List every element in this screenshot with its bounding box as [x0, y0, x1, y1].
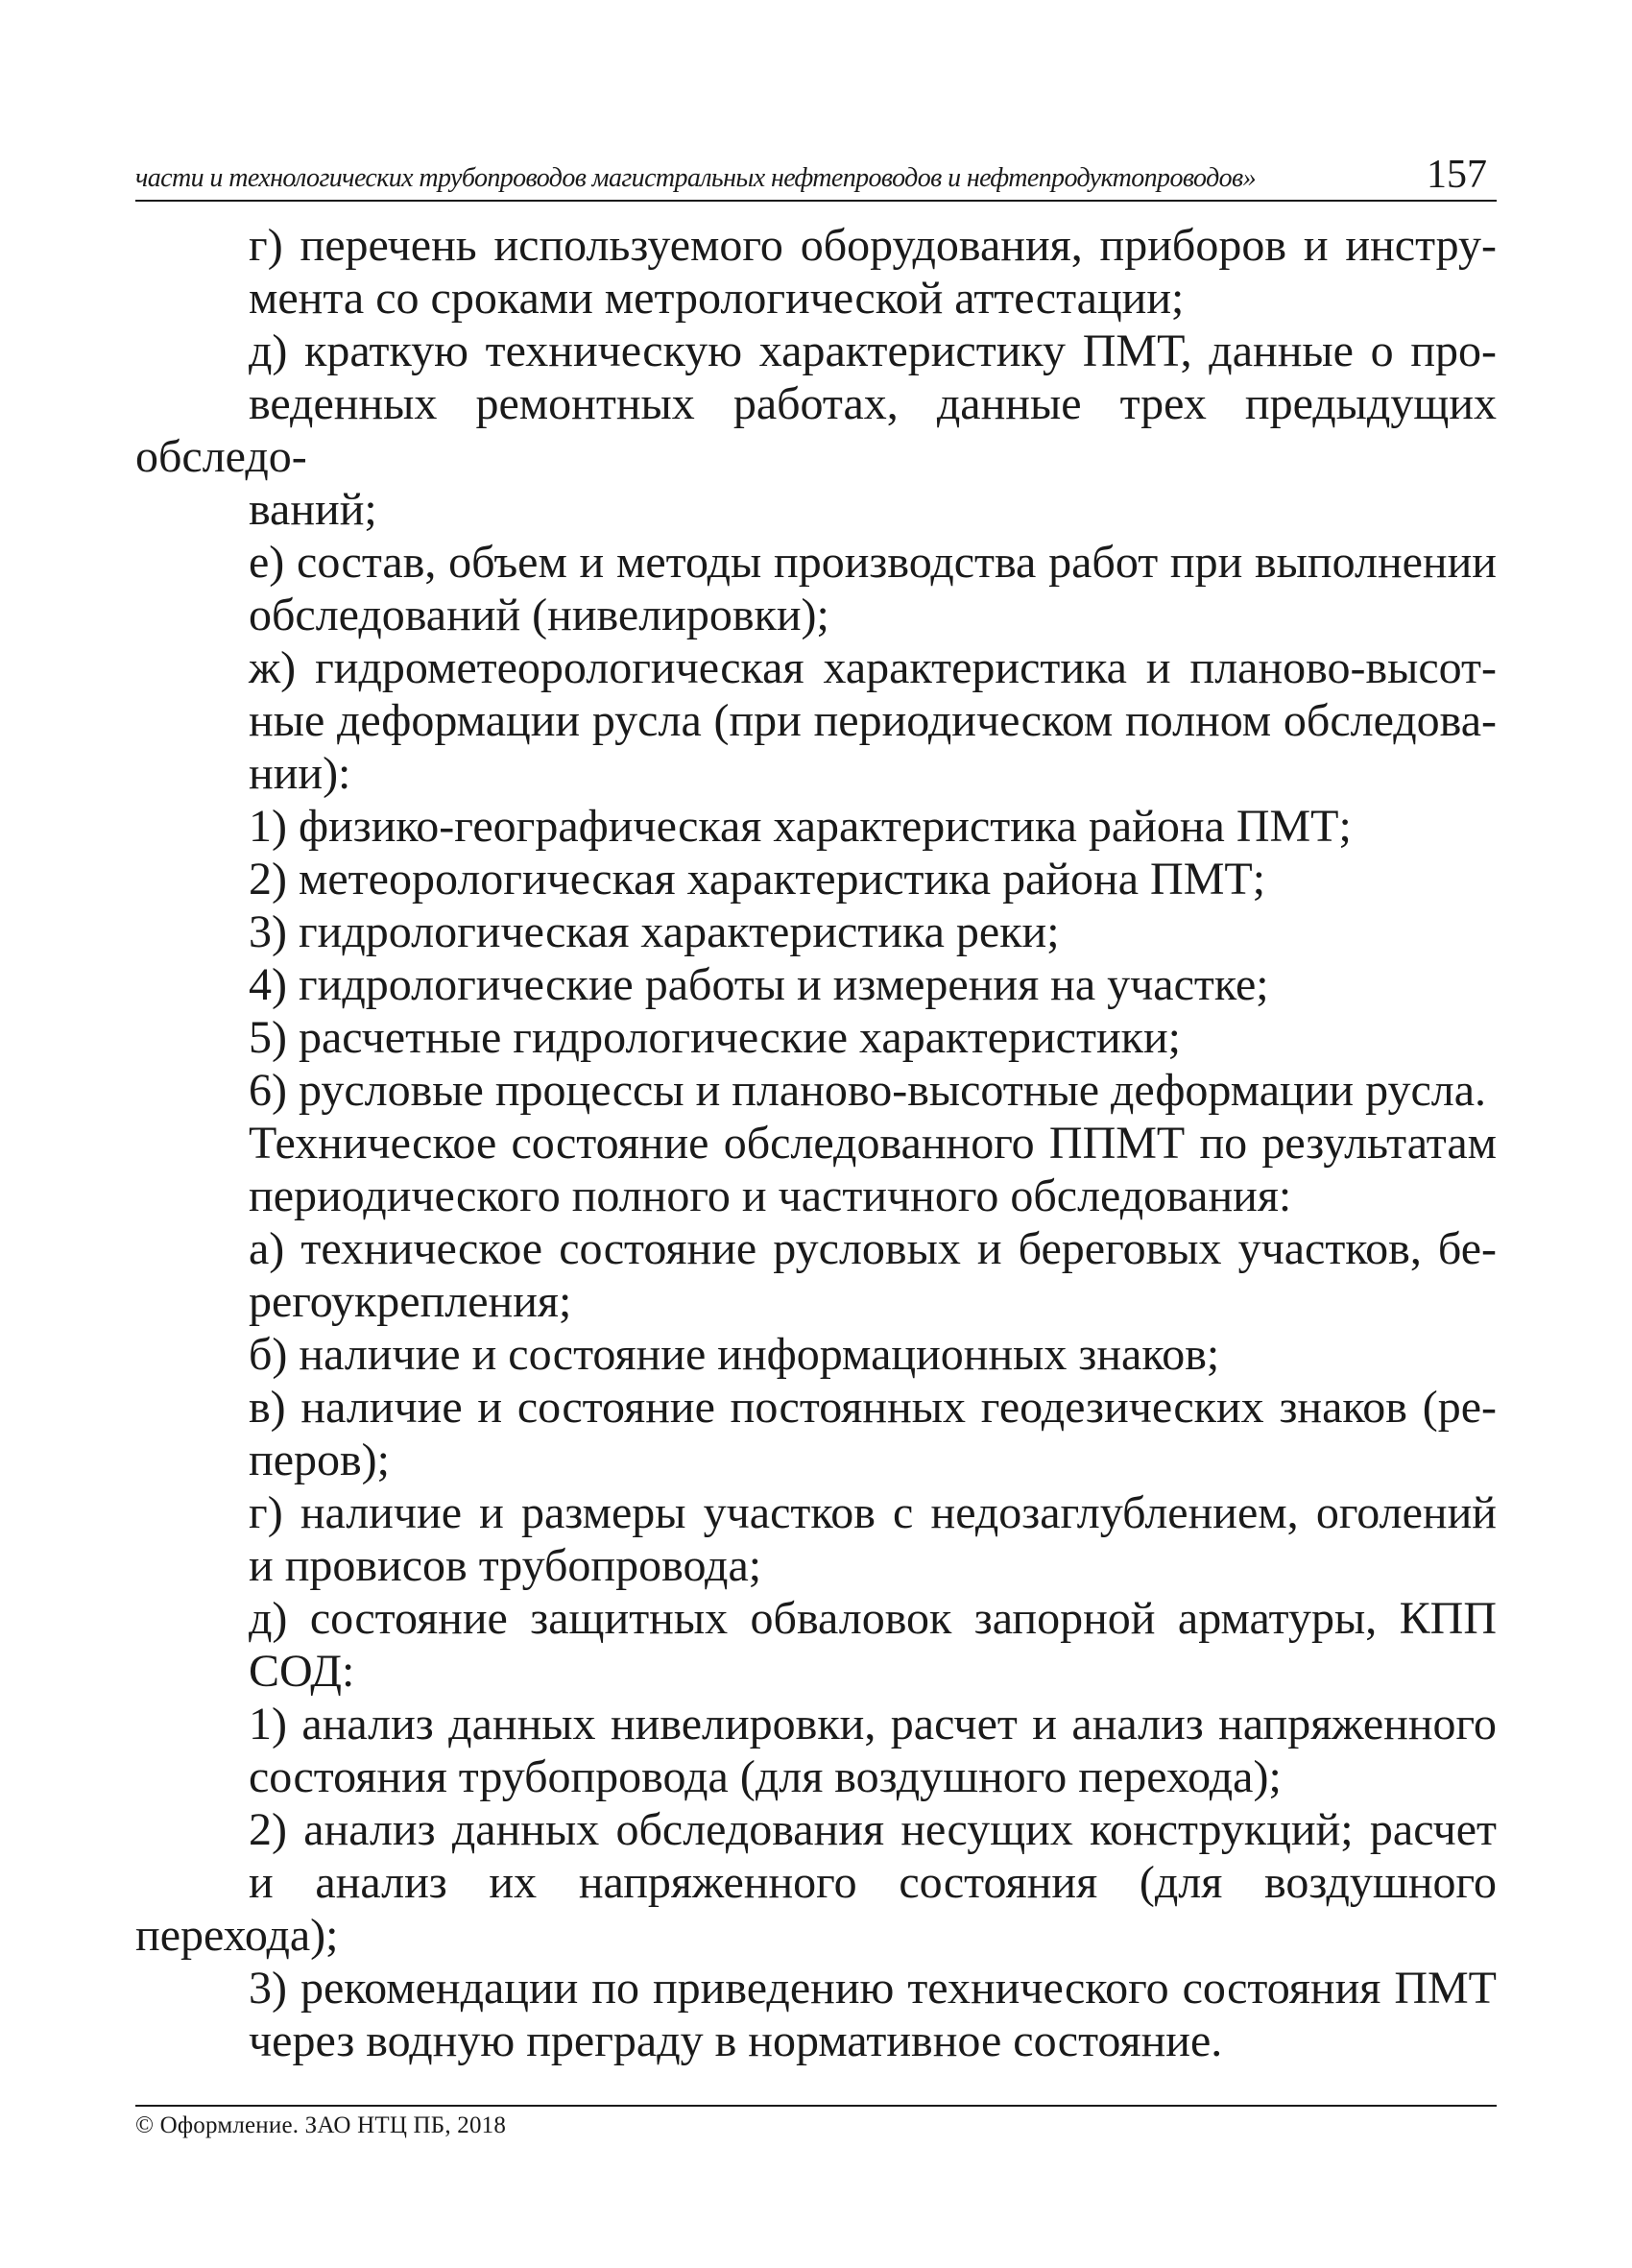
- paragraph: [135, 1381, 1497, 1486]
- text-line: и провисов трубопровода;: [249, 1540, 762, 1591]
- paragraph: [135, 1698, 1497, 1803]
- paragraph: [135, 536, 1497, 641]
- paragraph: [135, 800, 1497, 853]
- text-line: ные деформации русла (при периодическом полном обследова-: [249, 695, 1497, 746]
- text-line: веденных ремонтных работах, данные трех предыдущих обследо-: [135, 378, 1497, 482]
- text-line: и анализ их напряженного состояния (для воздушного перехода);: [135, 1857, 1497, 1961]
- paragraph: [135, 1117, 1497, 1222]
- text-line: в) наличие и состояние постоянных геодезических знаков (ре-: [249, 1382, 1497, 1433]
- text-line: периодического полного и частичного обследования:: [249, 1170, 1292, 1221]
- text-line: д) состояние защитных обваловок запорной арматуры, КПП: [249, 1593, 1497, 1644]
- text-line: обследований (нивелировки);: [249, 590, 829, 640]
- text-line: 6) русловые процессы и планово-высотные деформации русла.: [249, 1065, 1487, 1116]
- text-line: 1) анализ данных нивелировки, расчет и анализ напряженного: [249, 1699, 1497, 1749]
- paragraph: [135, 1486, 1497, 1592]
- page-number: 157: [1427, 153, 1487, 197]
- text-line: д) краткую техническую характеристику ПМТ, данные о про-: [249, 326, 1497, 376]
- text-line: 3) гидрологическая характеристика реки;: [249, 906, 1060, 957]
- paragraph: [135, 905, 1497, 958]
- paragraph: [135, 1803, 1497, 1962]
- paragraph: [135, 958, 1497, 1011]
- text-line: ж) гидрометеорологическая характеристика и планово-высот-: [249, 642, 1497, 693]
- running-header: [135, 144, 1497, 202]
- text-line: Техническое состояние обследованного ППМТ по результатам: [249, 1118, 1497, 1169]
- paragraph: [135, 1064, 1497, 1117]
- text-line: нии):: [249, 748, 351, 799]
- paragraph: [135, 1962, 1497, 2067]
- text-line: 2) анализ данных обследования несущих конструкций; расчет: [249, 1804, 1497, 1855]
- text-line: 1) физико-географическая характеристика района ПМТ;: [249, 801, 1352, 852]
- text-line: г) наличие и размеры участков с недозаглублением, оголений: [249, 1487, 1497, 1538]
- text-line: б) наличие и состояние информационных знаков;: [249, 1329, 1220, 1380]
- text-line: перов);: [249, 1435, 390, 1485]
- text-line: регоукрепления;: [249, 1276, 572, 1327]
- text-line: 5) расчетные гидрологические характеристики;: [249, 1012, 1181, 1063]
- text-line: 4) гидрологические работы и измерения на участке;: [249, 959, 1269, 1010]
- footer-copyright: © Оформление. ЗАО НТЦ ПБ, 2018: [135, 2112, 507, 2138]
- paragraph: [135, 641, 1497, 800]
- text-line: мента со сроками метрологической аттестации;: [249, 273, 1185, 324]
- paragraph: [135, 1592, 1497, 1698]
- text-line: г) перечень используемого оборудования, приборов и инстру-: [249, 220, 1497, 271]
- paragraph: [135, 1328, 1497, 1381]
- paragraph: [135, 219, 1497, 325]
- body-text: [135, 219, 1497, 2067]
- text-line: СОД:: [249, 1646, 355, 1697]
- text-line: е) состав, объем и методы производства работ при выполнении: [249, 537, 1497, 588]
- text-line: 2) метеорологическая характеристика района ПМТ;: [249, 854, 1266, 905]
- paragraph: [135, 1011, 1497, 1064]
- text-line: через водную преграду в нормативное состояние.: [249, 2015, 1223, 2066]
- paragraph: [135, 853, 1497, 905]
- paragraph: [135, 1222, 1497, 1328]
- text-line: ваний;: [249, 484, 377, 535]
- text-line: а) техническое состояние русловых и береговых участков, бе-: [249, 1223, 1497, 1274]
- page-footer: [135, 2105, 1497, 2139]
- running-header-title: части и технологических трубопроводов магистральных нефтепроводов и нефтепродуктопроводов»: [135, 163, 1256, 193]
- text-line: 3) рекомендации по приведению технического состояния ПМТ: [249, 1963, 1497, 2014]
- paragraph: [135, 325, 1497, 536]
- text-line: состояния трубопровода (для воздушного перехода);: [249, 1751, 1282, 1802]
